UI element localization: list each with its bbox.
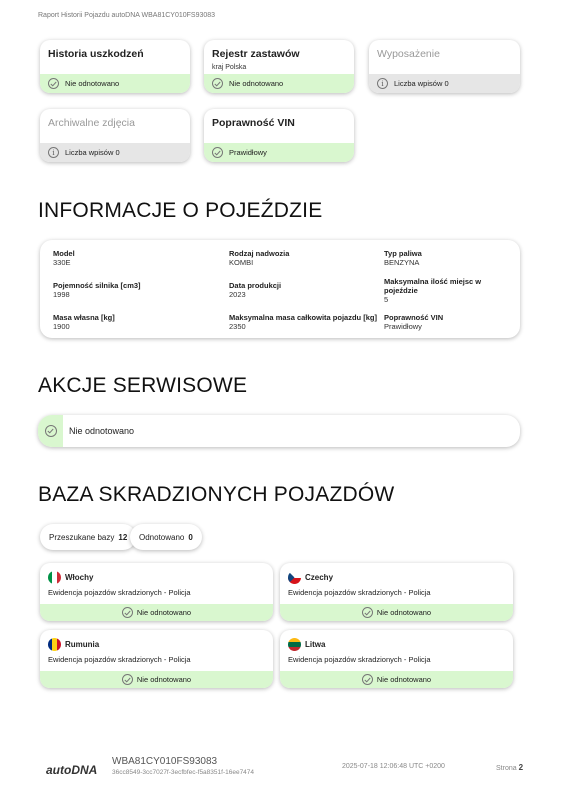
check-icon xyxy=(48,78,59,89)
card-vin-validity[interactable] xyxy=(204,109,354,162)
database-name: Ewidencja pojazdów skradzionych - Policja xyxy=(288,655,431,664)
field-production-date: Data produkcji 2023 xyxy=(229,281,282,299)
check-icon xyxy=(362,607,373,618)
stolen-status-text: Nie odnotowano xyxy=(376,675,432,684)
country-name: Czechy xyxy=(305,573,334,582)
italy-flag-icon xyxy=(48,571,61,584)
card-status-text: Nie odnotowano xyxy=(229,79,284,88)
page-number: Strona 2 xyxy=(496,763,524,772)
card-title: Poprawność VIN xyxy=(212,117,295,129)
service-actions-title: AKCJE SERWISOWE xyxy=(38,374,248,397)
field-engine-capacity: Pojemność silnika [cm3] 1998 xyxy=(53,281,141,299)
czechia-flag-icon xyxy=(288,571,301,584)
footer-date: 2025-07-18 12:06:48 UTC +0200 xyxy=(342,763,445,770)
stolen-card-lithuania xyxy=(280,630,513,688)
check-icon xyxy=(122,674,133,685)
stolen-card-romania xyxy=(40,630,273,688)
field-curb-weight: Masa własna [kg] 1900 xyxy=(53,313,115,331)
searched-databases-badge xyxy=(40,524,136,550)
card-status-text: Liczba wpisów 0 xyxy=(394,79,449,88)
field-max-seats: Maksymalna ilość miejsc w pojeździe 5 xyxy=(384,277,482,304)
field-vin-validity: Poprawność VIN Prawidłowy xyxy=(384,313,444,331)
stolen-status xyxy=(280,604,513,621)
check-icon xyxy=(45,425,57,437)
card-status xyxy=(204,74,354,93)
country-name: Rumunia xyxy=(65,640,100,649)
card-title: Archiwalne zdjęcia xyxy=(48,117,135,129)
footer-hash: 36cc8549-3cc7027f-3ecfbfec-f5a8351f-16ee7474 xyxy=(112,769,255,776)
card-damage-history[interactable] xyxy=(40,40,190,93)
card-status-text: Prawidłowy xyxy=(229,148,267,157)
database-name: Ewidencja pojazdów skradzionych - Policja xyxy=(288,588,431,597)
found-badge xyxy=(130,524,202,550)
stolen-status-text: Nie odnotowano xyxy=(376,608,432,617)
stolen-status-text: Nie odnotowano xyxy=(136,608,192,617)
lithuania-flag-icon xyxy=(288,638,301,651)
info-icon: i xyxy=(48,147,59,158)
database-name: Ewidencja pojazdów skradzionych - Policja xyxy=(48,655,191,664)
found-label: Odnotowano xyxy=(139,532,185,542)
card-subtitle: kraj Polska xyxy=(212,64,247,71)
check-icon xyxy=(212,78,223,89)
card-title: Historia uszkodzeń xyxy=(48,48,144,60)
field-body-type: Rodzaj nadwozia KOMBI xyxy=(229,249,290,267)
stolen-db-title: BAZA SKRADZIONYCH POJAZDÓW xyxy=(38,483,395,506)
field-model: Model 330E xyxy=(53,249,75,267)
stolen-status-text: Nie odnotowano xyxy=(136,675,192,684)
database-name: Ewidencja pojazdów skradzionych - Policja xyxy=(48,588,191,597)
stolen-card-czechia xyxy=(280,563,513,621)
card-title: Rejestr zastawów xyxy=(212,48,300,60)
autodna-logo: autoDNA xyxy=(46,763,98,777)
stolen-card-italy xyxy=(40,563,273,621)
card-lien-registry[interactable] xyxy=(204,40,354,93)
check-icon xyxy=(122,607,133,618)
card-archive-photos[interactable] xyxy=(40,109,190,162)
check-icon xyxy=(362,674,373,685)
romania-flag-icon xyxy=(48,638,61,651)
page-header: Raport Historii Pojazdu autoDNA WBA81CY010FS93083 xyxy=(38,12,216,19)
found-count: 0 xyxy=(188,532,193,542)
country-name: Litwa xyxy=(305,640,326,649)
searched-count: 12 xyxy=(118,532,128,542)
card-title: Wyposażenie xyxy=(377,48,440,60)
card-status-text: Liczba wpisów 0 xyxy=(65,148,120,157)
vehicle-info-box xyxy=(40,240,520,338)
card-status xyxy=(204,143,354,162)
service-status-text: Nie odnotowano xyxy=(69,426,135,436)
card-status xyxy=(40,143,190,162)
stolen-status xyxy=(280,671,513,688)
card-equipment[interactable] xyxy=(369,40,520,93)
service-actions-box xyxy=(38,415,520,447)
field-fuel-type: Typ paliwa BENZYNA xyxy=(384,249,422,267)
searched-label: Przeszukane bazy xyxy=(49,532,115,542)
info-icon: i xyxy=(377,78,388,89)
footer-vin: WBA81CY010FS93083 xyxy=(112,756,218,767)
card-status-text: Nie odnotowano xyxy=(65,79,120,88)
vehicle-info-title: INFORMACJE O POJEŹDZIE xyxy=(38,199,323,222)
service-status-strip xyxy=(38,415,63,447)
check-icon xyxy=(212,147,223,158)
stolen-status xyxy=(40,604,273,621)
stolen-status xyxy=(40,671,273,688)
card-status xyxy=(40,74,190,93)
card-status xyxy=(369,74,520,93)
field-max-gross-weight: Maksymalna masa całkowita pojazdu [kg] 2350 xyxy=(229,313,377,331)
country-name: Włochy xyxy=(65,573,94,582)
